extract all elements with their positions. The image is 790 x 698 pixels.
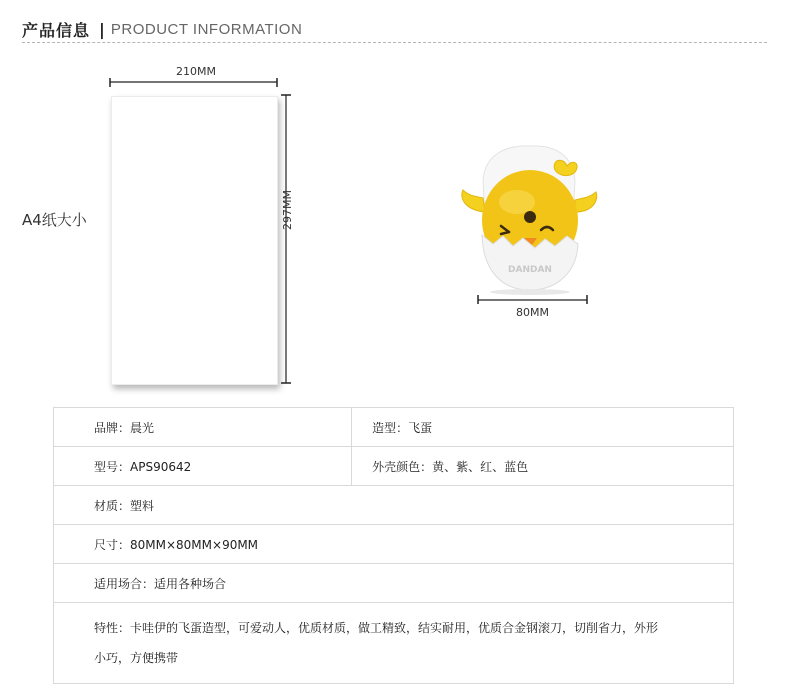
spec-material: 材质：塑料 [54, 486, 734, 525]
table-row [54, 564, 734, 603]
spec-shape: 造型：飞蛋 [352, 408, 734, 447]
spec-features-line1: 特性：卡哇伊的飞蛋造型，可爱动人，优质材质，做工精致，结实耐用，优质合金钢滚刀，切削省力，外形 [94, 621, 659, 635]
pencil-hole [524, 211, 536, 223]
spec-brand: 品牌：晨光 [54, 408, 352, 447]
spec-colors: 外壳颜色：黄、紫、红、蓝色 [352, 447, 734, 486]
product-width-label: 80MM [516, 306, 549, 319]
spec-table [53, 407, 734, 684]
header-separator: | [99, 19, 105, 39]
spec-size: 尺寸：80MM×80MM×90MM [54, 525, 734, 564]
left-wing [462, 190, 485, 212]
table-row [54, 603, 734, 684]
chick-sharpener-image [455, 140, 605, 295]
spec-features-line2: 小巧，方便携带 [94, 651, 179, 665]
spec-features [54, 603, 734, 684]
spec-model: 型号：APS90642 [54, 447, 352, 486]
table-row [54, 525, 734, 564]
spec-occasion: 适用场合：适用各种场合 [54, 564, 734, 603]
a4-size-label: A4纸大小 [22, 211, 87, 229]
table-row [54, 486, 734, 525]
egg-shell-bottom [482, 235, 578, 290]
paper-height-label: 297MM [281, 190, 294, 230]
header-title-en: PRODUCT INFORMATION [110, 20, 303, 38]
brand-text: DANDAN [508, 265, 552, 275]
right-wing [575, 192, 597, 212]
paper-width-label: 210MM [176, 65, 216, 78]
table-row [54, 408, 734, 447]
table-row [54, 447, 734, 486]
header-title-cn: 产品信息 [22, 20, 91, 40]
